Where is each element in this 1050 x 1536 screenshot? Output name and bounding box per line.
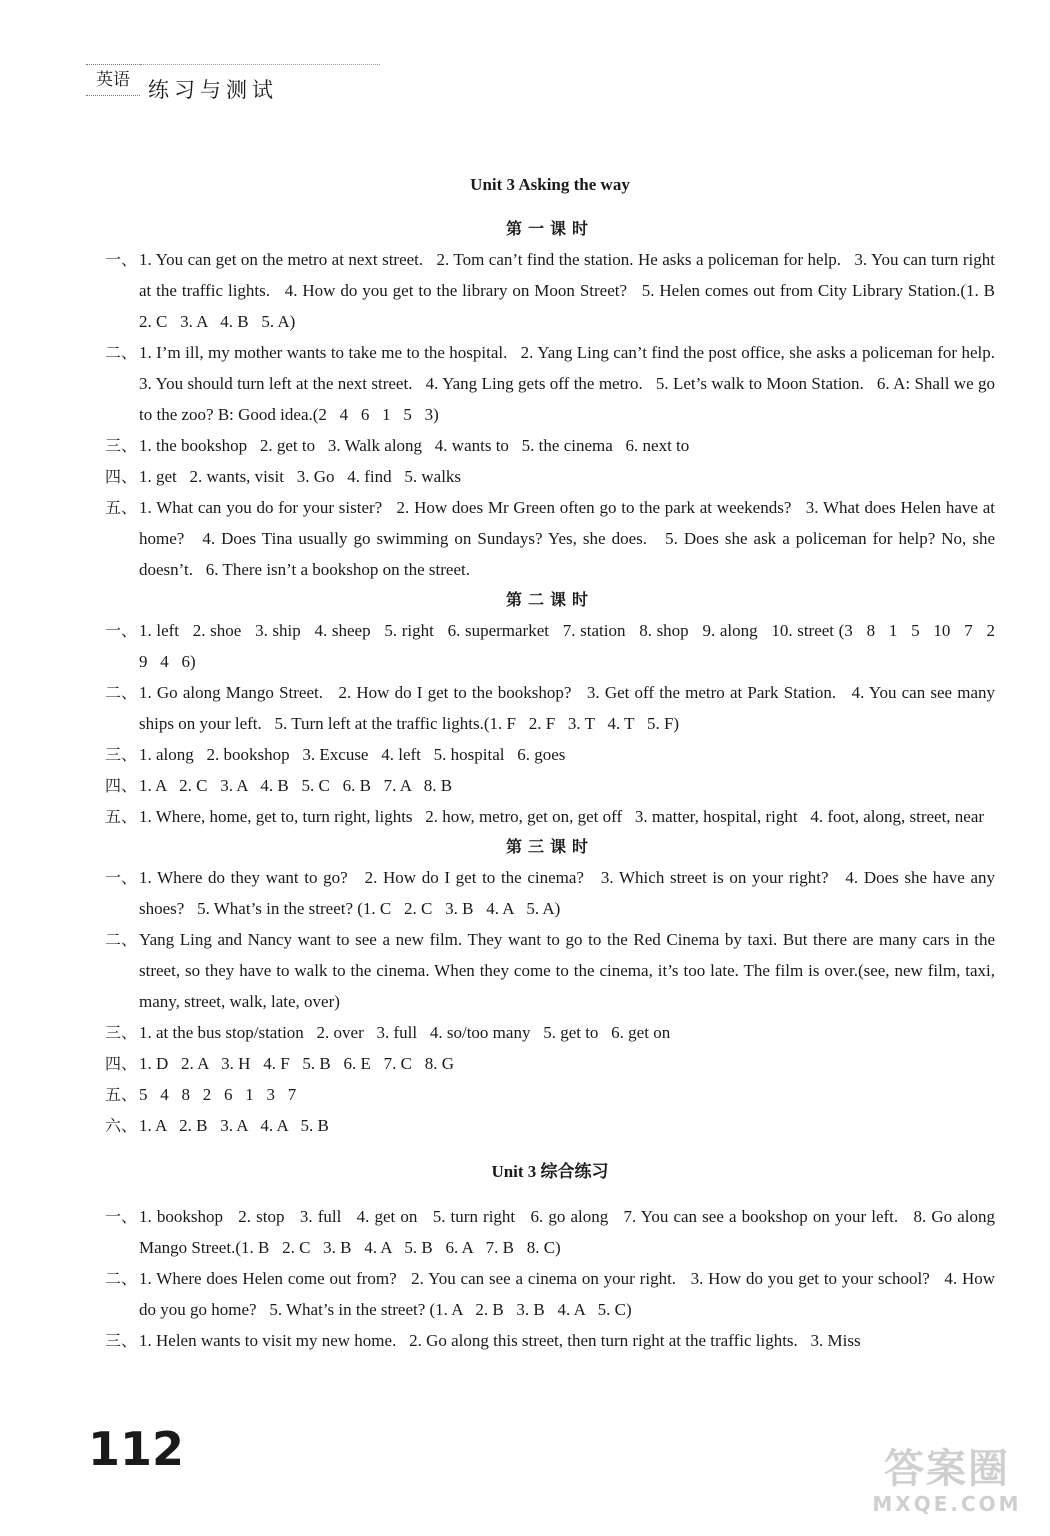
- watermark: [872, 1446, 1022, 1526]
- section: [105, 770, 995, 801]
- section: [105, 1325, 995, 1356]
- section: [105, 337, 1008, 430]
- section-text: 1. A 2. C 3. A 4. B 5. C 6. B 7. A 8. B: [139, 776, 453, 795]
- section-text: Yang Ling and Nancy want to see a new film. They want to go to the Red Cinema by taxi. But there are many cars in the street, so they have to walk to the cinema. When they come to the cinema, it’s too late. The film is over.(see, new film, taxi, many, street, walk, late, over): [139, 930, 1000, 1011]
- section-label: 三、: [105, 436, 138, 455]
- section-label: 四、: [105, 467, 138, 486]
- page-number: 112: [88, 1422, 185, 1476]
- section-label: 二、: [105, 683, 138, 702]
- section-label: 一、: [105, 621, 138, 640]
- page-header: [86, 62, 306, 106]
- section: [105, 1201, 1000, 1263]
- section: [105, 244, 1008, 337]
- section-text: 1. A 2. B 3. A 4. A 5. B: [139, 1116, 329, 1135]
- section: [105, 1048, 995, 1079]
- section-text: 1. You can get on the metro at next street. 2. Tom can’t find the station. He asks a policeman for help. 3. You can turn right at the traffic lights. 4. How do you get to the library on Moon Street? 5. Helen comes out from City Library Station.(1. B 2. C 3. A 4. B 5. A): [139, 250, 1008, 331]
- section-text: 1. D 2. A 3. H 4. F 5. B 6. E 7. C 8. G: [139, 1054, 454, 1073]
- section-text: 1. Where, home, get to, turn right, lights 2. how, metro, get on, get off 3. matter, hospital, right 4. foot, along, street, near: [139, 807, 985, 826]
- section-text: 1. left 2. shoe 3. ship 4. sheep 5. right 6. supermarket 7. station 8. shop 9. along 10. street (3 8 1 5 10 7 2 9 4 6): [139, 621, 1008, 671]
- section: [105, 461, 995, 492]
- lesson-title: 第三课时: [505, 837, 594, 856]
- section-text: 1. the bookshop 2. get to 3. Walk along 4. wants to 5. the cinema 6. next to: [139, 436, 690, 455]
- section-text: 1. Where does Helen come out from? 2. You can see a cinema on your right. 3. How do you get to your school? 4. How do you go home? 5. What’s in the street? (1. A 2. B 3. B 4. A 5. C): [139, 1269, 1000, 1319]
- section: [105, 924, 1000, 1017]
- section-text: 1. Where do they want to go? 2. How do I get to the cinema? 3. Which street is on your right? 4. Does she have any shoes? 5. What’s in the street? (1. C 2. C 3. B 4. A 5. A): [139, 868, 1000, 918]
- section-text: 1. Helen wants to visit my new home. 2. Go along this street, then turn right at the traffic lights. 3. Miss: [139, 1331, 861, 1350]
- section-label: 四、: [105, 776, 138, 795]
- section-label: 二、: [105, 343, 138, 362]
- section-label: 五、: [105, 807, 138, 826]
- section-label: 五、: [105, 498, 138, 517]
- unit-title: Unit 3 综合练习: [491, 1162, 609, 1181]
- unit-title: Unit 3 Asking the way: [470, 175, 630, 194]
- section: [105, 1079, 995, 1110]
- section: [105, 862, 1000, 924]
- lesson-title: 第二课时: [505, 590, 594, 609]
- section-label: 六、: [105, 1116, 138, 1135]
- watermark-url: MXQE.COM: [872, 1492, 1022, 1516]
- section: [105, 801, 995, 832]
- section: [105, 739, 995, 770]
- section-text: 1. I’m ill, my mother wants to take me to the hospital. 2. Yang Ling can’t find the post office, she asks a policeman for help. 3. You should turn left at the next street. 4. Yang Ling gets off the metro. 5. Let’s walk to Moon Station. 6. A: Shall we go to the zoo? B: Good idea.(2 4 6 1 5 3): [139, 343, 1008, 424]
- section-text: 1. at the bus stop/station 2. over 3. full 4. so/too many 5. get to 6. get on: [139, 1023, 671, 1042]
- section-text: 1. bookshop 2. stop 3. full 4. get on 5. turn right 6. go along 7. You can see a bookshop on your left. 8. Go along Mango Street.(1. B 2. C 3. B 4. A 5. B 6. A 7. B 8. C): [139, 1207, 1000, 1257]
- section-label: 三、: [105, 1023, 138, 1042]
- section-text: 1. along 2. bookshop 3. Excuse 4. left 5. hospital 6. goes: [139, 745, 566, 764]
- section-label: 一、: [105, 868, 138, 887]
- section-label: 三、: [105, 745, 138, 764]
- section: [105, 615, 1008, 677]
- section-label: 三、: [105, 1331, 138, 1350]
- section: [105, 1017, 995, 1048]
- section-label: 二、: [105, 1269, 138, 1288]
- watermark-logo-text: 答案圈: [884, 1446, 1010, 1492]
- section-label: 一、: [105, 1207, 138, 1226]
- section-label: 二、: [105, 930, 138, 949]
- answer-content: [105, 168, 1008, 1356]
- lesson-title: 第一课时: [505, 219, 594, 238]
- section-text: 1. What can you do for your sister? 2. How does Mr Green often go to the park at weekends? 3. What does Helen have at home? 4. Does Tina usually go swimming on Sundays? Yes, she does. 5. Does she ask a policeman for help? No, she doesn’t. 6. There isn’t a bookshop on the street.: [139, 498, 1000, 579]
- section-label: 四、: [105, 1054, 138, 1073]
- section: [105, 1263, 1000, 1325]
- subject-tag: 英语: [86, 64, 140, 96]
- section: [105, 1110, 995, 1141]
- section: [105, 492, 1000, 585]
- book-title: 练习与测试: [148, 78, 278, 102]
- section-label: 一、: [105, 250, 138, 269]
- section-text: 1. Go along Mango Street. 2. How do I get to the bookshop? 3. Get off the metro at Park Station. 4. You can see many ships on your left. 5. Turn left at the traffic lights.(1. F 2. F 3. T 4. T 5. F): [139, 683, 1000, 733]
- section-text: 5 4 8 2 6 1 3 7: [139, 1085, 297, 1104]
- section: [105, 677, 1000, 739]
- section-text: 1. get 2. wants, visit 3. Go 4. find 5. walks: [139, 467, 462, 486]
- section-label: 五、: [105, 1085, 138, 1104]
- section: [105, 430, 995, 461]
- header-divider: [140, 64, 380, 65]
